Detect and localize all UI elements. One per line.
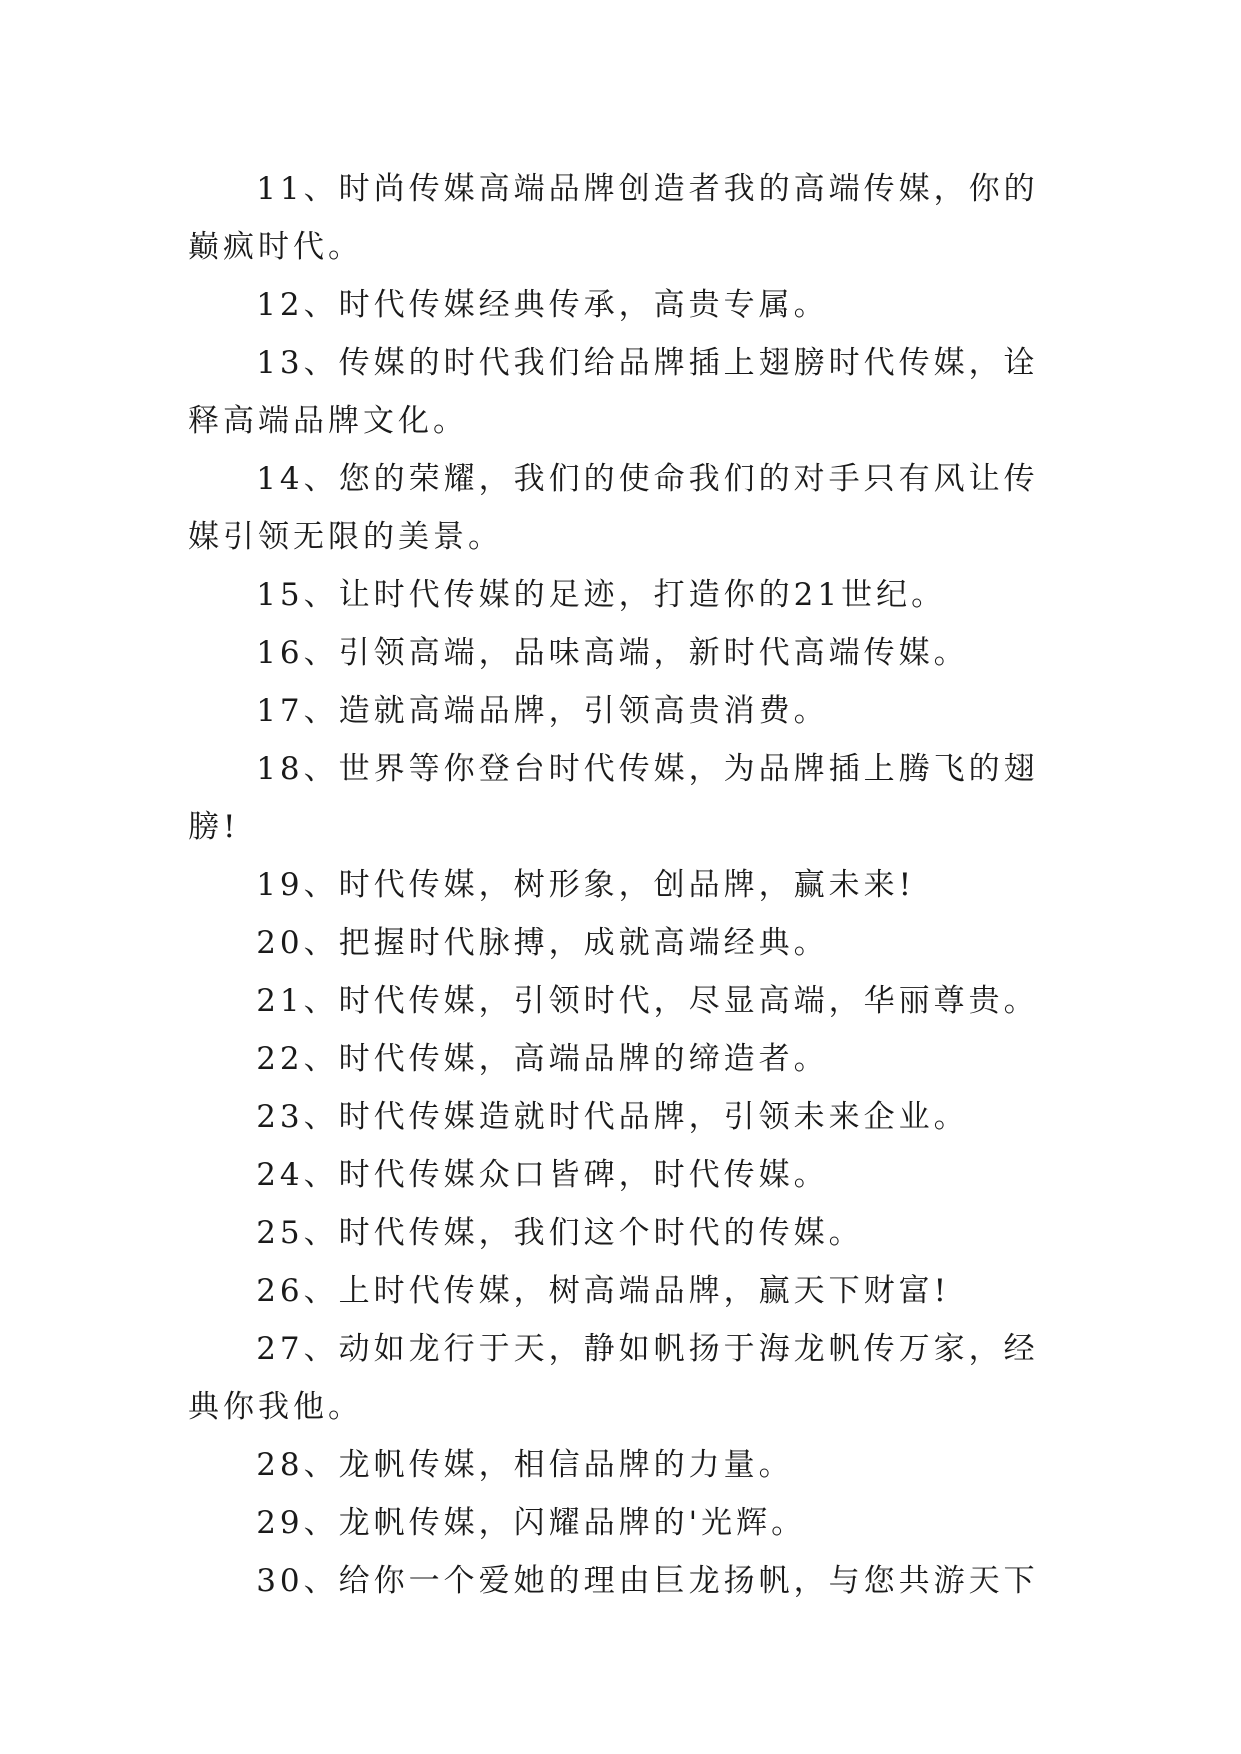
- paragraph-27: 27、动如龙行于天，静如帆扬于海龙帆传万家，经典你我他。: [188, 1331, 1039, 1425]
- paragraph-18: 18、世界等你登台时代传媒，为品牌插上腾飞的翅膀!: [188, 751, 1039, 845]
- paragraph-30: 30、给你一个爱她的理由巨龙扬帆，与您共游天下: [256, 1563, 1039, 1599]
- paragraph-22: 22、时代传媒，高端品牌的缔造者。: [256, 1041, 829, 1077]
- paragraph-15: 15、让时代传媒的足迹，打造你的21世纪。: [256, 577, 947, 613]
- paragraph-28: 28、龙帆传媒，相信品牌的力量。: [256, 1447, 794, 1483]
- paragraph-16: 16、引领高端，品味高端，新时代高端传媒。: [256, 635, 969, 671]
- paragraph-23: 23、时代传媒造就时代品牌，引领未来企业。: [256, 1099, 969, 1135]
- paragraph-25: 25、时代传媒，我们这个时代的传媒。: [256, 1215, 864, 1251]
- paragraph-11: 11、时尚传媒高端品牌创造者我的高端传媒，你的巅疯时代。: [188, 171, 1039, 265]
- paragraph-24: 24、时代传媒众口皆碑，时代传媒。: [256, 1157, 829, 1193]
- paragraph-12: 12、时代传媒经典传承，高贵专属。: [256, 287, 829, 323]
- paragraph-17: 17、造就高端品牌，引领高贵消费。: [256, 693, 829, 729]
- document-body: [188, 160, 1048, 1610]
- paragraph-19: 19、时代传媒，树形象，创品牌，赢未来!: [256, 867, 916, 903]
- paragraph-20: 20、把握时代脉搏，成就高端经典。: [256, 925, 829, 961]
- paragraph-14: 14、您的荣耀，我们的使命我们的对手只有风让传媒引领无限的美景。: [188, 461, 1039, 555]
- paragraph-21: 21、时代传媒，引领时代，尽显高端，华丽尊贵。: [256, 983, 1039, 1019]
- paragraph-13: 13、传媒的时代我们给品牌插上翅膀时代传媒，诠释高端品牌文化。: [188, 345, 1039, 439]
- paragraph-29: 29、龙帆传媒，闪耀品牌的'光辉。: [256, 1505, 807, 1541]
- paragraph-26: 26、上时代传媒，树高端品牌，赢天下财富!: [256, 1273, 951, 1309]
